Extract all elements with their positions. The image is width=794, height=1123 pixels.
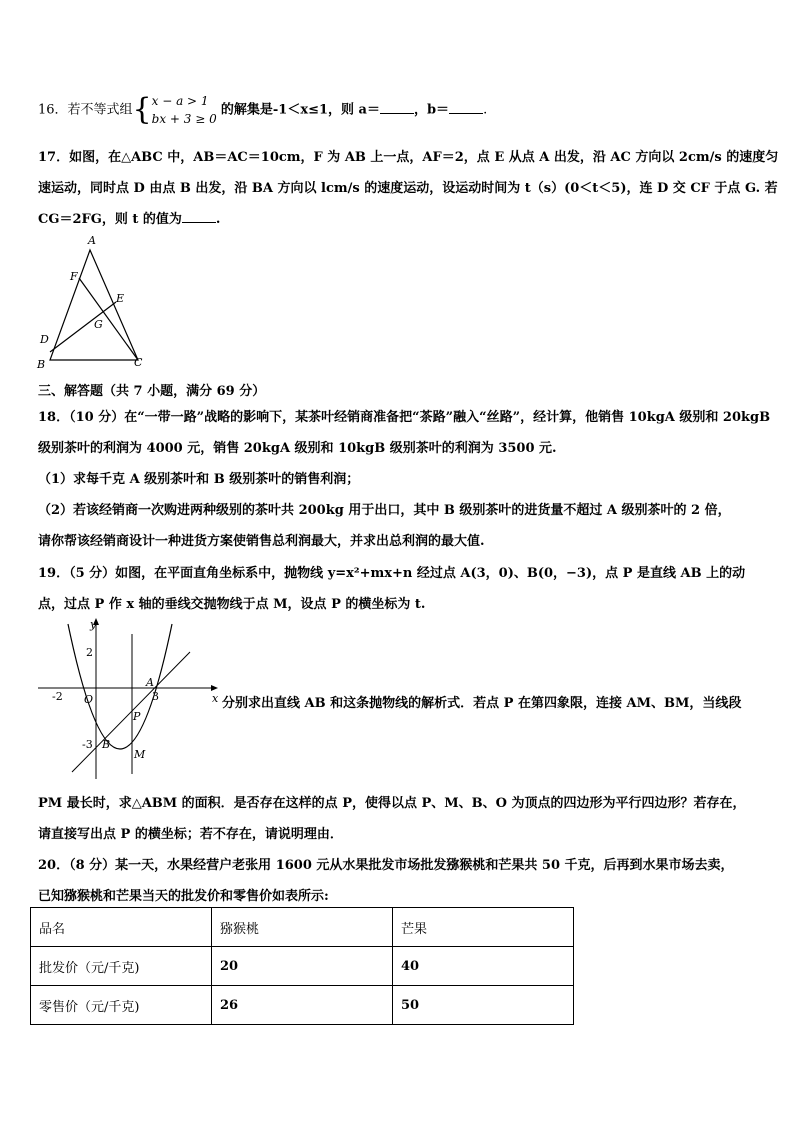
q16-mid: ，b＝ <box>413 102 450 118</box>
table-header-cell: 芒果 <box>393 908 574 947</box>
table-header-cell: 猕猴桃 <box>212 908 393 947</box>
table-row <box>31 947 574 986</box>
label-F: F <box>70 270 78 283</box>
inequality-2: bx + 3 ≥ 0 <box>151 112 217 126</box>
table-cell: 零售价（元/千克) <box>31 986 212 1025</box>
label-G: G <box>94 318 103 331</box>
parabola-curve <box>68 624 172 749</box>
label-D: D <box>40 333 49 346</box>
price-table <box>30 907 574 1025</box>
label-A: A <box>146 676 154 689</box>
table-cell: 50 <box>393 986 574 1025</box>
inequality-1: x − a > 1 <box>151 94 209 108</box>
label-O: O <box>84 693 94 706</box>
tick-neg3: -3 <box>82 738 93 751</box>
segment-CF <box>79 278 138 360</box>
table-cell: 26 <box>212 986 393 1025</box>
q18-line2: 级别茶叶的利润为 4000 元，销售 20kgA 级别和 10kgB 级别茶叶的利润为 3500 元. <box>38 441 557 456</box>
table-header-row <box>31 908 574 947</box>
q20-line1: 20．（8 分）某一天，水果经营户老张用 1600 元从水果批发市场批发猕猴桃和芒果共 50 千克，后再到水果市场去卖， <box>38 858 734 873</box>
table-cell: 40 <box>393 947 574 986</box>
q19-line2: 点，过点 P 作 x 轴的垂线交抛物线于点 M，设点 P 的横坐标为 t. <box>38 597 426 612</box>
table-cell: 批发价（元/千克) <box>31 947 212 986</box>
label-B: B <box>102 738 111 751</box>
q18-line1: 18．（10 分）在“一带一路”战略的影响下，某茶叶经销商准备把“茶路”融入“丝路”，经计算，他销售 10kgA 级别和 20kgB <box>38 410 771 425</box>
label-y: y <box>90 618 97 631</box>
label-A: A <box>88 234 96 247</box>
table-cell: 20 <box>212 947 393 986</box>
q16-text: 的解集是-1＜x≤1，则 a＝ <box>220 102 380 118</box>
tick-2: 2 <box>86 646 93 659</box>
triangle-figure <box>30 230 160 375</box>
q17-line2: 速运动，同时点 D 由点 B 出发，沿 BA 方向以 lcm/s 的速度运动，设运动时间为 t（s）(0＜t＜5)，连 D 交 CF 于点 G. 若 <box>38 181 778 196</box>
q17-line3 <box>38 208 220 227</box>
q18-sub2-line2: 请你帮该经销商设计一种进货方案使销售总利润最大，并求出总利润的最大值. <box>38 534 485 549</box>
parabola-figure <box>36 614 222 784</box>
answer-blank-a[interactable] <box>380 101 414 114</box>
q17-line3-end: . <box>215 212 221 227</box>
q18-sub1: （1）求每千克 A 级别茶叶和 B 级别茶叶的销售利润； <box>38 472 360 487</box>
label-C: C <box>134 356 143 369</box>
inequality-system <box>152 92 217 128</box>
q16-number: 16．若不等式组 <box>38 102 133 118</box>
answer-blank-t[interactable] <box>182 210 216 223</box>
q19-line3: PM 最长时，求△ABM 的面积．是否存在这样的点 P，使得以点 P、M、B、O 为顶点的四边形为平行四边形？若存在， <box>38 796 746 811</box>
q18-sub2-line1: （2）若该经销商一次购进两种级别的茶叶共 200kg 用于出口，其中 B 级别茶叶的进货量不超过 A 级别茶叶的 2 倍， <box>38 503 731 518</box>
tick-neg2: -2 <box>52 690 63 703</box>
label-E: E <box>116 292 125 305</box>
answer-blank-b[interactable] <box>449 101 483 114</box>
system-brace: { <box>132 92 152 127</box>
table-header-cell: 品名 <box>31 908 212 947</box>
label-M: M <box>134 748 146 761</box>
segment-DE <box>50 302 116 352</box>
q17-line3-text: CG＝2FG，则 t 的值为 <box>38 212 182 227</box>
tick-3: 3 <box>152 690 159 703</box>
q17-line1: 17．如图，在△ABC 中，AB＝AC＝10cm，F 为 AB 上一点，AF＝2，点 E 从点 A 出发，沿 AC 方向以 2cm/s 的速度匀 <box>38 150 779 165</box>
q19-line1: 19．（5 分）如图，在平面直角坐标系中，抛物线 y=x²+mx+n 经过点 A(3，0)、B(0，−3)，点 P 是直线 AB 上的动 <box>38 566 746 581</box>
table-row <box>31 986 574 1025</box>
label-P: P <box>133 710 141 723</box>
q16-line <box>38 92 487 128</box>
q19-line4: 请直接写出点 P 的横坐标；若不存在，请说明理由． <box>38 827 343 842</box>
label-B: B <box>37 358 46 371</box>
label-x: x <box>212 692 219 705</box>
q19-side-text: 分别求出直线 AB 和这条抛物线的解析式．若点 P 在第四象限，连接 AM、BM，当线段 <box>222 696 742 711</box>
q20-line2: 已知猕猴桃和芒果当天的批发价和零售价如表所示: <box>38 889 329 904</box>
section-heading: 三、解答题（共 7 小题，满分 69 分） <box>38 384 266 399</box>
q16-end: . <box>483 102 488 118</box>
